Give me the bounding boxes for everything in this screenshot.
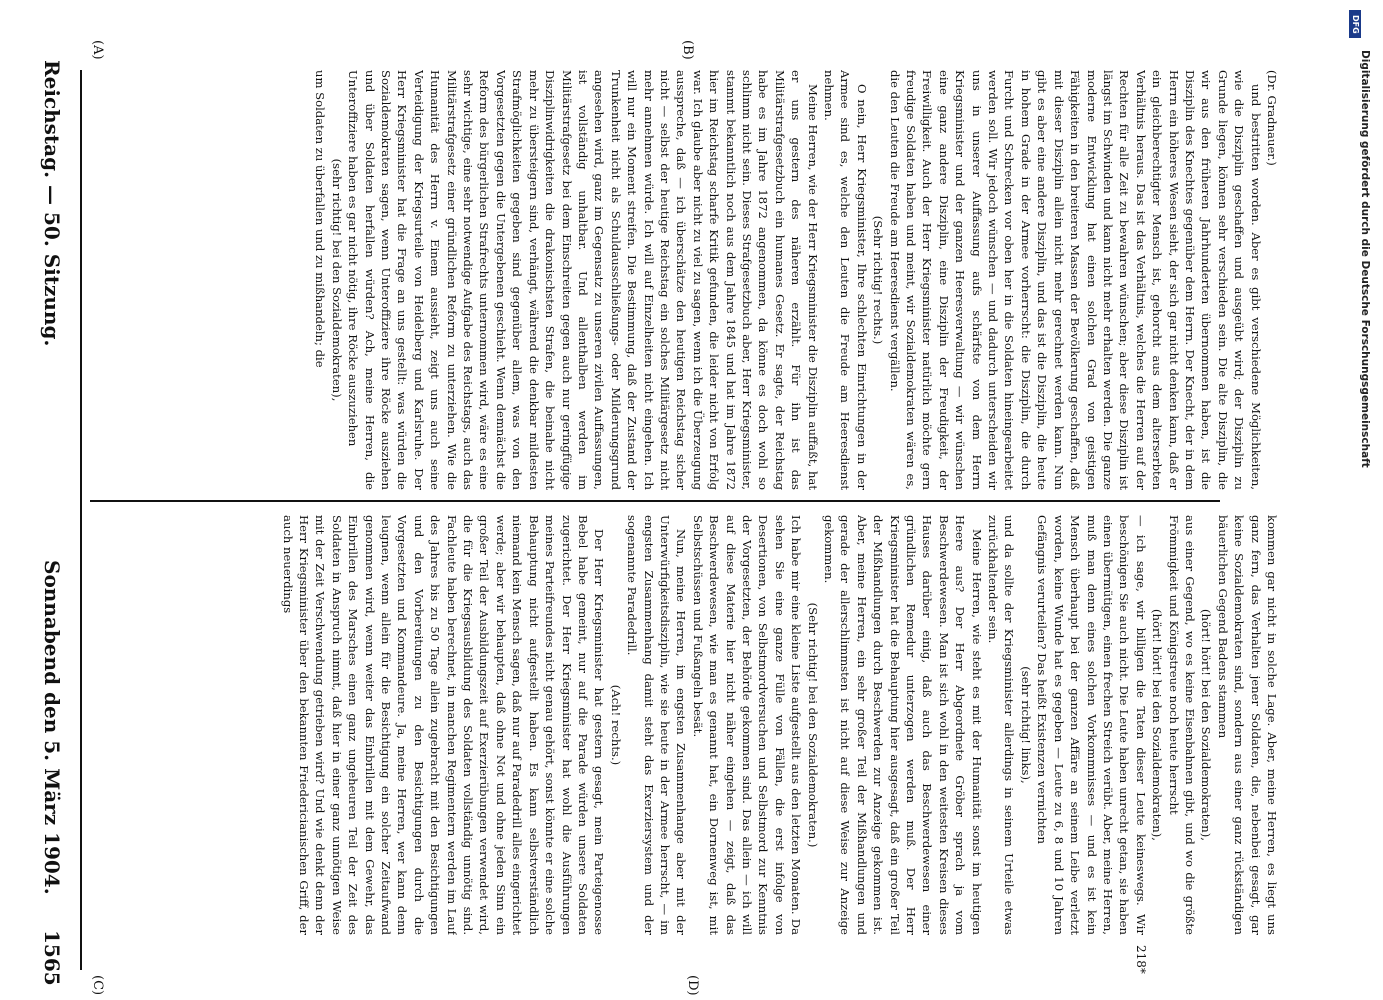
right-text-column [85,515,1280,935]
signature-number: 218* [1134,945,1148,974]
header-rule [80,70,82,970]
session-title: Reichstag. — 50. Sitzung. [40,60,64,347]
paragraph: — ich sage, wir billigen die Taten dieser Leute keineswegs. Wir beschönigen Sie auch nicht. Die Leute haben unrecht getan, sie haben einen übermütigen, einen frechen Streich verübt. Aber, meine Herren, muß man denn eines solchen Vorkommnisses — und es ist kein Mensch überhaupt bei der ganzen Affäre an seinem Leibe verletzt worden, keine Wunde hat es gegeben — Leute zu 6, 8 und 10 Jahren Gefängnis verurteilen? Das heißt Existenzen vernichten [1035,515,1148,935]
paragraph: (Dr. Gradnauer.) [1265,70,1279,166]
paragraph: Nun, meine Herren, im engsten Zusammenhange aber mit der Unterwürfigkeitsdisziplin, wie sie heute in der Armee herrscht, — im engsten Zusammenhang damit steht das Exerziersystem und der sogenannte Paradedrill. [625,515,689,935]
page-header [32,0,72,1000]
dfg-logo: DFG [1349,10,1361,38]
paragraph: aus einer Gegend, wo es keine Eisenbahnen gibt, und wo die größte Frömmigkeit und Königstreue noch heute herrscht [1166,515,1197,935]
paragraph: Meine Herren, wie der Herr Kriegsminister die Disziplin auffaßt, hat er uns gestern des näheren erzählt. Für ihn ist das Militärstrafgesetzbuch ein humanes Gesetz. Er sagte, der Reichstag habe es im Jahre 1872 angenommen, da könne es doch wohl so schlimm nicht sein. Dieses Strafgesetzbuch aber, Herr Kriegsminister, stammt bekanntlich noch aus dem Jahre 1845 und hat im Jahre 1872 hier im Reichstag scharfe Kritik gefunden, die leider nicht von Erfolg war. Ich glaube aber nicht zu viel zu sagen, wenn ich die Überzeugung ausspreche, daß — ich überschätze den heutigen Reichstag sicher nicht — selbst der heutige Reichstag ein solches Militärgesetz nicht mehr annehmen würde. Ich will auf Einzelheiten nicht eingehen. Ich will nur ein Moment streifen. Die Bestimmung, daß der Zustand der Trunkenheit nicht als Schuldausschließungs- oder Milderungsgrund angesehen wird, ganz im Gegensatz zu unseren zivilen Auffassungen, ist vollständig unhaltbar. Und allenthalben werden im Militärstrafgesetz bei dem Einschreiten gegen auch nur geringfügige Disziplinwidrigkeiten die drakonischsten Strafen, die beinahe nicht mehr zu übersteigern sind, verhängt, während die denkbar mildesten Strafmöglichkeiten gegeben sind gegenüber allem, was von den Vorgesetzten gegen die Untergebenen geschieht. Wenn demnächst die Reform des bürgerlichen Strafrechts unternommen wird, wäre es eine sehr wichtige, eine sehr notwendige Aufgabe des Reichstags, auch das Militärstrafgesetz einer gründlichen Reform zu unterziehen. Wie die Humanität des Herrn v. Einem aussieht, zeigt uns auch seine Verteidigung der Kriegsurteile von Heidelberg und Karlsruhe. Der Herr Kriegsminister hat die Frage an uns gestellt: was würden die Sozialdemokraten sagen, wenn Unteroffiziere ihre Röcke ausziehen und über Soldaten herfallen würden? Ach, meine Herren, die Unteroffiziere haben es gar nicht nötig, ihre Röcke auszuziehen [346,70,820,490]
paragraph: (Sehr richtig! bei den Sozialdemokraten.) [805,602,820,848]
paragraph: und bestritten worden. Aber es gibt verschiedene Möglichkeiten, wie die Disziplin geschaffen und ausgeübt wird; der Disziplin zu Grunde liegen, können sehr verschieden sein. Die alte Disziplin, die wir aus den früheren Jahrhunderten übernommen haben, ist die Disziplin des Knechtes gegenüber dem Herrn. Der Knecht, der in dem Herrn ein höheres Wesen sieht, der sich gar nicht denken kann, daß er ein gleichberechtigter Mensch ist, gehorcht aus dem alterserbten Verhältnis heraus. Das ist das Verhältnis, welches die Herren auf der Rechten für alle Zeit zu bewahren wünschen; aber diese Disziplin ist längst im Schwinden und kann nicht mehr erhalten werden. Die ganze moderne Entwicklung hat einen solchen Grad von geistigen Fähigkeiten in den breiteren Massen der Bevölkerung geschaffen, daß mit dieser Disziplin allein nicht mehr gerechnet werden kann. Nun gibt es aber eine andere Disziplin, und das ist die Disziplin, die heute in hohem Grade in der Armee vorherrscht: die Disziplin, die durch Furcht und Schrecken vor oben her in die Soldaten hineingearbeitet werden soll. Wir jedoch wünschen — und dadurch unterscheiden wir uns in unserer Auffassung aufs schärfste von dem Herrn Kriegsminister und der ganzen Heeresverwaltung — wir wünschen eine ganz andere Disziplin, eine Disziplin der Freudigkeit, der Freiwilligkeit. Auch der Herr Kriegsminister natürlich möchte gern freudige Soldaten haben und meint, wir Sozialdemokraten wären es, die den Leuten die Freude am Heeresdienst vergällen. [887,70,1263,490]
paragraph: (Sehr richtig! rechts.) [871,215,886,345]
paragraph: und da sollte der Kriegsminister allerdings in seinem Urteile etwas zurückhaltender sein. [986,515,1017,935]
paragraph: (sehr richtig! bei den Sozialdemokraten), [329,158,344,402]
margin-letter-b: (B) [680,40,695,60]
margin-letter-a: (A) [90,40,105,60]
margin-letter-c: (C) [90,975,105,996]
page-number: 1565 [40,930,64,986]
paragraph: Meine Herren, wie steht es mit der Humanität sonst im heutigen Heere aus? Der Herr Abgeordnete Gröber sprach ja vom Beschwerdewesen. Man ist sich wohl in den weitesten Kreisen dieses Hauses darüber einig, daß auch das Beschwerdewesen einer gründlichen Remedur unterzogen werden muß. Der Herr Kriegsminister hat die Behauptung hier ausgesagt, daß ein großer Teil der Mißhandlungen durch Beschwerden zur Anzeige gekommen ist. Aber, meine Herren, ein sehr großer Teil der Mißhandlungen und gerade der allerschlimmsten ist nicht auf diese Weise zur Anzeige gekommen. [822,515,984,935]
paragraph: um Soldaten zu überfallen und zu mißhandeln; die [313,70,328,368]
digitization-credit [1335,10,1375,990]
paragraph: (hört! hört! bei den Sozialdemokraten), [1150,609,1165,841]
paragraph: (Ach! rechts.) [608,684,623,766]
left-text-column [85,70,1280,490]
paragraph: (sehr richtig! links), [1018,666,1033,784]
paragraph: Ich habe mir eine kleine Liste aufgestellt aus den letzten Monaten. Da sehen Sie eine ganze Fülle von Fällen, die erst infolge von Desertionen, von Selbstmordversuchen und Selbstmord zur Kenntnis der Vorgesetzten, der Behörde gekommen sind. Das allein — ich will auf diese Materie hier nicht näher eingehen — zeigt, daß das Beschwerdewesen, wie man es genannt hat, ein Dornenweg ist, mit Selbstschüssen und Fußangeln besät. [690,515,804,935]
paragraph: Der Herr Kriegsminister hat gestern gesagt, mein Parteigenosse Bebel habe gemeint, nur auf die Parade würden unsere Soldaten zugerichtet. Der Herr Kriegsminister hat wohl die Ausführungen meines Parteifreundes nicht genau gehört, sonst könnte er eine solche Behauptung nicht aufgestellt haben. Es kann selbstverständlich niemand kein Mensch sagen, daß nur auf Paradedrill alles eingerichtet werde; aber wir behaupten, daß ohne Not und ohne jeden Sinn ein großer Teil der Ausbildungszeit auf Exerzierübungen verwendet wird, die für die Kriegsausbildung des Soldaten vollständig unnötig sind. Fachleute haben berechnet, in manchen Regimentern werden im Lauf des Jahres bis zu 50 Tage allein zugebracht mit den Besichtigungen und den Vorbereitungen zu den Besichtigungen durch die Vorgesetzten und Kommandeure. Ja, meine Herren, wer kann denn leugnen, wenn allein für die Besichtigung ein solcher Zeitaufwand genommen wird, wenn weiter das Einbrillen mit dem Gewehr, das Einbrillen des Marsches einen ganz ungeheuren Teil der Zeit des Soldaten in Anspruch nimmt, daß hier in einer ganz unnötigen Weise mit der Zeit Verschwendung getrieben wird? Und wie denkt denn der Herr Kriegsminister über den bekannten Friedericianischen Griff, der auch neuerdings [280,515,607,935]
session-date: Sonnabend den 5. März 1904. [40,560,64,895]
credit-text: Digitalisierung gefördert durch die Deutsche Forschungsgemeinschaft [1359,50,1371,468]
margin-letter-d: (D) [685,975,700,996]
column-divider [90,500,1220,502]
paragraph: kommen gar nicht in solche Lage. Aber, meine Herren, es liegt uns ganz fern, das Verhalten jener Soldaten, die, nebenbei gesagt, gar keine Sozialdemokraten sind, sondern aus einer ganz rückständigen bäuerlichen Gegend Badens stammen [1215,515,1279,935]
paragraph: (hört! hört! bei den Sozialdemokraten), [1199,609,1214,841]
paragraph: O nein, Herr Kriegsminister, Ihre schlechten Einrichtungen in der Armee sind es, welche den Leuten die Freude am Heeresdienst nehmen. [822,70,869,490]
